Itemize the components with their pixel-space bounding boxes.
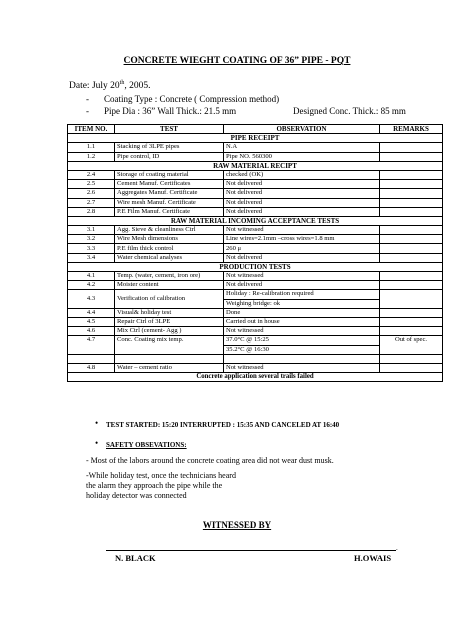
raw-material-rows bbox=[68, 170, 443, 216]
item-no-cell: 2.6 bbox=[68, 189, 115, 198]
safety-note: - Most of the labors around the concrete coating area did not wear dust musk. bbox=[86, 456, 334, 465]
item-no-cell: 4.6 bbox=[68, 327, 115, 336]
production-rows bbox=[68, 272, 443, 290]
observation-cell: Not witnessed bbox=[224, 327, 380, 336]
bullet-icon: • bbox=[95, 438, 99, 448]
table-row bbox=[68, 152, 443, 161]
item-no-cell: 3.2 bbox=[68, 235, 115, 244]
remarks-cell bbox=[380, 244, 443, 253]
table-row: 35.2°C @ 16:30 bbox=[68, 345, 443, 354]
observation-cell: Not witnessed bbox=[224, 226, 380, 235]
remarks-cell bbox=[380, 152, 443, 161]
table-row-blank bbox=[68, 354, 443, 363]
observation-cell: Not delivered bbox=[224, 207, 380, 216]
item-no-cell: 2.4 bbox=[68, 170, 115, 179]
signature-left: N. BLACK bbox=[115, 553, 156, 563]
observation-cell: Not witnessed bbox=[224, 272, 380, 281]
table-row bbox=[68, 180, 443, 189]
observation-cell: checked (OK) bbox=[224, 170, 380, 179]
table-row: Weighing bridge: ok bbox=[68, 299, 443, 308]
safety-note: the alarm they approach the pipe while the bbox=[86, 481, 223, 490]
header-remarks: REMARKS bbox=[380, 125, 443, 134]
test-cell: P.E Film Manuf. Certificate bbox=[115, 207, 224, 216]
observation-cell: N.A bbox=[224, 143, 380, 152]
item-no-cell: 4.5 bbox=[68, 317, 115, 326]
observation-cell: Carried out in house bbox=[224, 317, 380, 326]
test-cell: P.E film thick control bbox=[115, 244, 224, 253]
test-cell: Storage of coating material bbox=[115, 170, 224, 179]
item-no-cell: 3.1 bbox=[68, 226, 115, 235]
item-no-cell: 2.7 bbox=[68, 198, 115, 207]
coating-type-line: - Coating Type : Concrete ( Compression method) bbox=[86, 94, 280, 104]
pqt-table bbox=[67, 124, 443, 382]
table-row bbox=[68, 308, 443, 317]
table-row bbox=[68, 189, 443, 198]
remarks-cell bbox=[380, 226, 443, 235]
remarks-cell bbox=[380, 180, 443, 189]
table-row bbox=[68, 253, 443, 262]
observation-cell: Not delivered bbox=[224, 180, 380, 189]
table-row: 4.8 Water – cement ratio Not witnessed bbox=[68, 363, 443, 372]
remarks-cell bbox=[380, 327, 443, 336]
table-row bbox=[68, 327, 443, 336]
remarks-cell bbox=[380, 281, 443, 290]
table-row: 4.7 Conc. Coating mix temp. 37.0°C @ 15:25 Out of spec. bbox=[68, 336, 443, 345]
test-cell: Visual& holiday test bbox=[115, 308, 224, 317]
remarks-cell bbox=[380, 143, 443, 152]
observation-cell: Pipe NO. 560300 bbox=[224, 152, 380, 161]
designed-thickness: Designed Conc. Thick.: 85 mm bbox=[293, 106, 406, 116]
item-no-cell: 3.3 bbox=[68, 244, 115, 253]
test-cell: Pipe control, ID bbox=[115, 152, 224, 161]
signature-right: H.OWAIS bbox=[354, 553, 392, 563]
table-header-row bbox=[68, 125, 443, 134]
item-no-cell: 4.4 bbox=[68, 308, 115, 317]
observation-cell: Not delivered bbox=[224, 189, 380, 198]
test-cell: Wire Mesh dimensions bbox=[115, 235, 224, 244]
remarks-cell bbox=[380, 235, 443, 244]
incoming-test-rows bbox=[68, 226, 443, 263]
observation-cell: 260 μ bbox=[224, 244, 380, 253]
section-row: PIPE RECEIPT bbox=[68, 134, 443, 143]
table-row bbox=[68, 317, 443, 326]
pipe-receipt-rows bbox=[68, 143, 443, 161]
table-row bbox=[68, 143, 443, 152]
test-started-line: TEST STARTED: 15:20 INTERRUPTED : 15:35 AND CANCELED AT 16:40 bbox=[106, 421, 340, 429]
document-date: Date: July 20th, 2005. bbox=[69, 80, 151, 92]
table-footer-row: Concrete application several trails failed bbox=[68, 373, 443, 382]
section-row: RAW MATERIAL INCOMING ACCEPTANCE TESTS bbox=[68, 216, 443, 225]
table-row bbox=[68, 226, 443, 235]
test-cell: Agg. Sieve & cleanliness Ctrl bbox=[115, 226, 224, 235]
item-no-cell: 2.8 bbox=[68, 207, 115, 216]
remarks-cell bbox=[380, 308, 443, 317]
item-no-cell: 4.2 bbox=[68, 281, 115, 290]
signature-line bbox=[106, 550, 396, 551]
test-cell: Stacking of 3LPE pipes bbox=[115, 143, 224, 152]
test-cell: Moister content bbox=[115, 281, 224, 290]
table-row: 4.3 Verification of calibration Holiday : Re-calibration required bbox=[68, 290, 443, 299]
signature-mark: . bbox=[396, 544, 398, 552]
production-rows bbox=[68, 308, 443, 336]
item-no-cell: 1.1 bbox=[68, 143, 115, 152]
section-row: PRODUCTION TESTS bbox=[68, 262, 443, 271]
test-cell: Aggregates Manuf. Certificate bbox=[115, 189, 224, 198]
observation-cell: Line wires=2.1mm –cross wires=1.8 mm bbox=[224, 235, 380, 244]
remarks-cell bbox=[380, 189, 443, 198]
table-row bbox=[68, 272, 443, 281]
item-no-cell: 2.5 bbox=[68, 180, 115, 189]
observation-cell: Not delivered bbox=[224, 281, 380, 290]
table-row bbox=[68, 170, 443, 179]
test-cell: Mix Ctrl (cement- Agg ) bbox=[115, 327, 224, 336]
header-observation: OBSERVATION bbox=[224, 125, 380, 134]
pipe-dia-line: - Pipe Dia : 36” Wall Thick.: 21.5 mm bbox=[86, 106, 237, 116]
witnessed-by-heading: WITNESSED BY bbox=[202, 520, 272, 530]
remarks-cell bbox=[380, 272, 443, 281]
observation-cell: Not delivered bbox=[224, 253, 380, 262]
table-row bbox=[68, 244, 443, 253]
safety-note: holiday detector was connected bbox=[86, 491, 187, 500]
document-title: CONCRETE WIEGHT COATING OF 36” PIPE - PQT bbox=[123, 56, 351, 66]
remarks-cell bbox=[380, 253, 443, 262]
item-no-cell: 1.2 bbox=[68, 152, 115, 161]
bullet-icon: • bbox=[95, 418, 99, 428]
table-row bbox=[68, 198, 443, 207]
remarks-cell bbox=[380, 317, 443, 326]
observation-cell: Done bbox=[224, 308, 380, 317]
remarks-cell bbox=[380, 207, 443, 216]
safety-title: SAFETY OBSEVATIONS: bbox=[106, 441, 187, 449]
table-row bbox=[68, 235, 443, 244]
item-no-cell: 4.1 bbox=[68, 272, 115, 281]
table-row bbox=[68, 207, 443, 216]
observation-cell: Not delivered bbox=[224, 198, 380, 207]
header-item-no: ITEM NO. bbox=[68, 125, 115, 134]
test-cell: Cement Manuf. Certificates bbox=[115, 180, 224, 189]
safety-note: -While holiday test, once the technicians heard bbox=[86, 471, 236, 480]
section-row: RAW MATERIAL RECIPT bbox=[68, 161, 443, 170]
header-test: TEST bbox=[115, 125, 224, 134]
test-cell: Temp. (water, cement, iron ore) bbox=[115, 272, 224, 281]
table-row bbox=[68, 281, 443, 290]
test-cell: Wire mesh Manuf. Certificate bbox=[115, 198, 224, 207]
remarks-cell bbox=[380, 198, 443, 207]
remarks-cell bbox=[380, 170, 443, 179]
test-cell: Repair Ctrl of 3LPE bbox=[115, 317, 224, 326]
test-cell: Water chemical analyses bbox=[115, 253, 224, 262]
item-no-cell: 3.4 bbox=[68, 253, 115, 262]
